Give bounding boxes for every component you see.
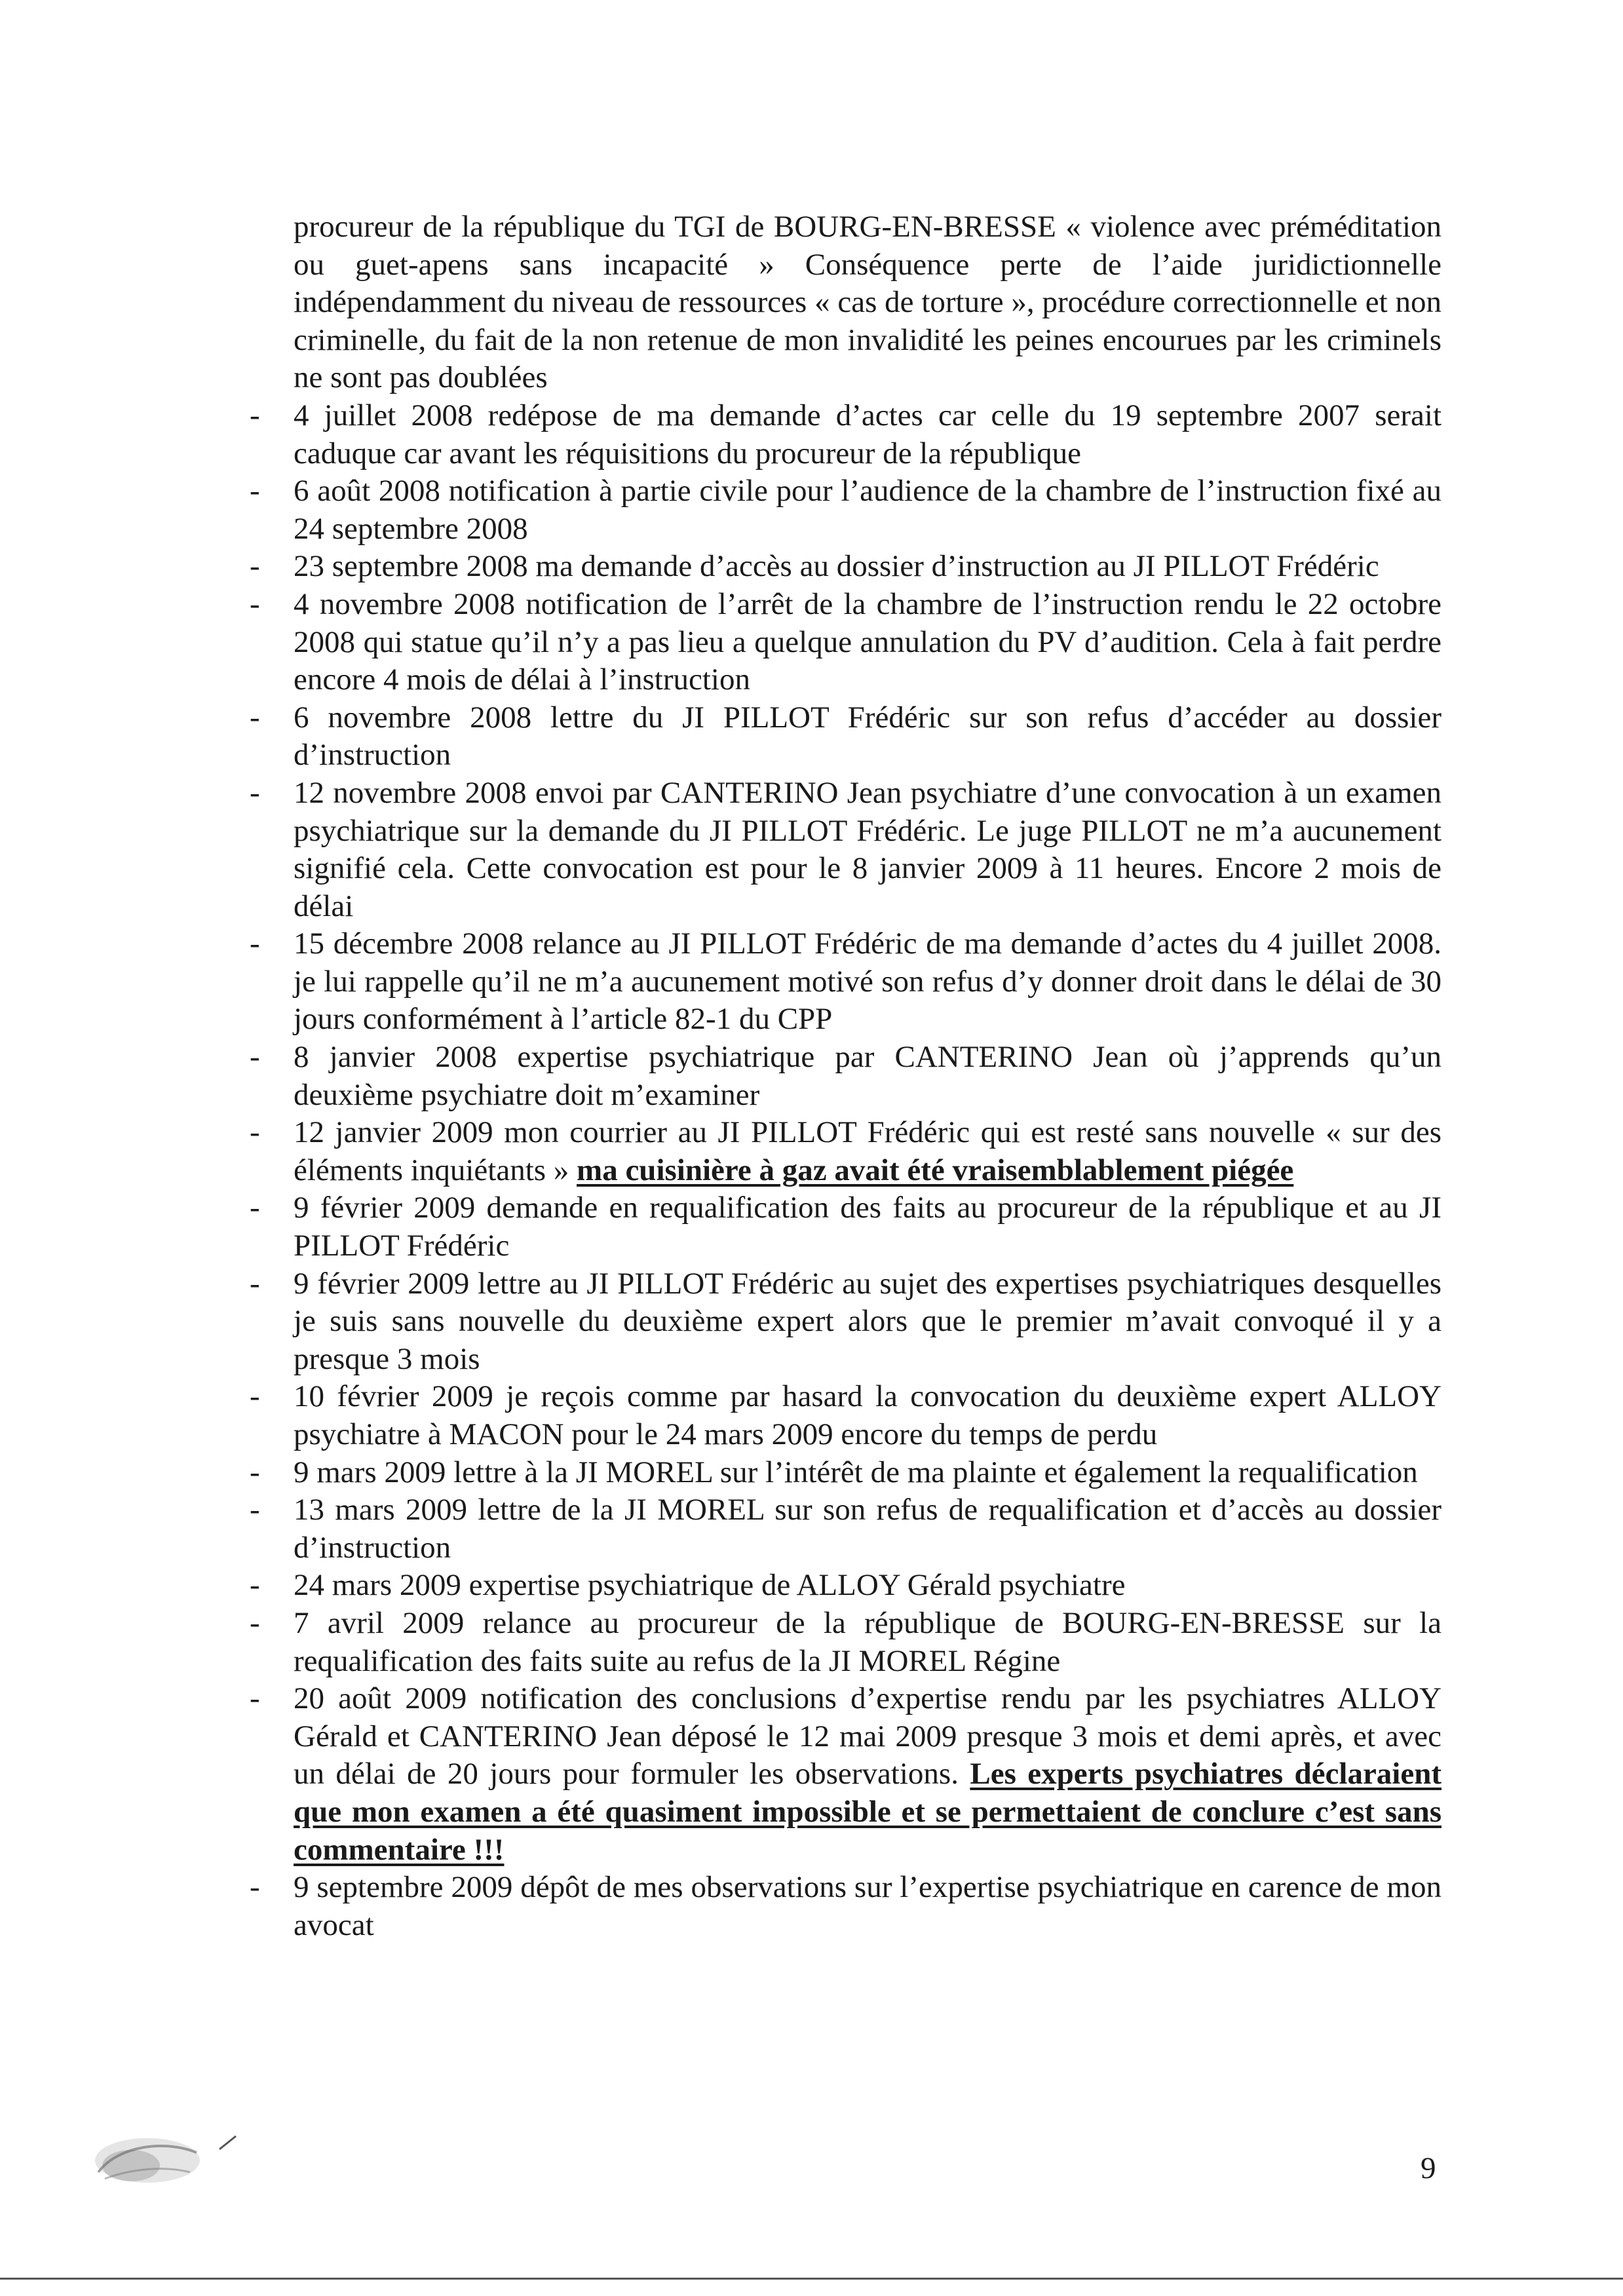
list-item — [250, 775, 1442, 925]
emphasis-text: Les experts psychiatres déclaraient que mon examen a été quasiment impossible et se permettaient de conclure c’est sans commentaire !!! — [294, 1757, 1442, 1867]
list-item — [250, 1869, 1442, 1944]
bullet-dash: - — [250, 1040, 260, 1075]
item-text: 15 décembre 2008 relance au JI PILLOT Frédéric de ma demande d’actes du 4 juillet 2008. je lui rappelle qu’il ne m’a aucunement motivé son refus d’y donner droit dans le délai de 30 jours conformément à l’article 82-1 du CPP — [294, 927, 1442, 1037]
bottom-edge-line — [0, 2278, 1623, 2280]
list-item — [250, 925, 1442, 1039]
bullet-dash: - — [250, 1266, 260, 1301]
item-text: 9 mars 2009 lettre à la JI MOREL sur l’intérêt de ma plainte et également la requalification — [294, 1455, 1418, 1489]
list-item — [250, 586, 1442, 699]
item-text: 4 juillet 2008 redépose de ma demande d’actes car celle du 19 septembre 2007 serait caduque car avant les réquisitions du procureur de la république — [294, 398, 1442, 470]
bullet-dash: - — [250, 586, 260, 621]
list-item — [250, 1265, 1442, 1379]
list-item — [250, 1114, 1442, 1189]
bullet-dash: - — [250, 775, 260, 810]
item-text: 12 novembre 2008 envoi par CANTERINO Jean psychiatre d’une convocation à un examen psychiatrique sur la demande du JI PILLOT Frédéric. Le juge PILLOT ne m’a aucunement signifié cela. Cette convocation est pour le 8 janvier 2009 à 11 heures. Encore 2 mois de délai — [294, 775, 1442, 923]
bullet-dash: - — [250, 549, 260, 584]
ink-smudge-mark — [85, 2113, 256, 2198]
item-text: 6 novembre 2008 lettre du JI PILLOT Frédéric sur son refus d’accéder au dossier d’instruction — [294, 700, 1442, 773]
item-text: 23 septembre 2008 ma demande d’accès au dossier d’instruction au JI PILLOT Frédéric — [294, 549, 1379, 584]
list-item — [250, 472, 1442, 548]
item-text: 4 novembre 2008 notification de l’arrêt de la chambre de l’instruction rendu le 22 octobre 2008 qui statue qu’il n’y a pas lieu a quelque annulation du PV d’audition. Cela à fait perdre encore 4 mois de délai à l’instruction — [294, 586, 1442, 697]
text-body — [250, 208, 1442, 1944]
bullet-dash: - — [250, 398, 260, 432]
bullet-dash: - — [250, 1605, 260, 1640]
list-item — [250, 1189, 1442, 1265]
item-text: 10 février 2009 je reçois comme par hasard la convocation du deuxième expert ALLOY psychiatre à MACON pour le 24 mars 2009 encore du temps de perdu — [294, 1379, 1442, 1451]
list-item — [250, 1491, 1442, 1567]
item-text: 20 août 2009 notification des conclusions d’expertise rendu par les psychiatres ALLOY Gérald et CANTERINO Jean déposé le 12 mai 2009 presque 3 mois et demi après, et avec un délai de 20 jours pour formuler les observations. — [294, 1681, 1442, 1791]
list-item — [250, 397, 1442, 472]
bullet-dash: - — [250, 1379, 260, 1414]
item-text: 8 janvier 2008 expertise psychiatrique par CANTERINO Jean où j’apprends qu’un deuxième psychiatre doit m’examiner — [294, 1040, 1442, 1112]
item-text: 9 février 2009 demande en requalification des faits au procureur de la république et au JI PILLOT Frédéric — [294, 1191, 1442, 1263]
bullet-dash: - — [250, 1870, 260, 1905]
item-text: 13 mars 2009 lettre de la JI MOREL sur son refus de requalification et d’accès au dossier d’instruction — [294, 1493, 1442, 1565]
item-text: 12 janvier 2009 mon courrier au JI PILLOT Frédéric qui est resté sans nouvelle « sur des éléments inquiétants » — [294, 1115, 1442, 1187]
bullet-dash: - — [250, 474, 260, 508]
page-number: 9 — [1421, 2151, 1436, 2185]
list-item — [250, 1039, 1442, 1114]
list-item — [250, 1454, 1442, 1492]
item-text: 6 août 2008 notification à partie civile pour l’audience de la chambre de l’instruction fixé au 24 septembre 2008 — [294, 474, 1442, 546]
bullet-dash: - — [250, 1681, 260, 1716]
bullet-dash: - — [250, 927, 260, 961]
bullet-dash: - — [250, 1191, 260, 1225]
list-item — [250, 1567, 1442, 1605]
bullet-dash: - — [250, 1455, 260, 1489]
item-text: 9 septembre 2009 dépôt de mes observations sur l’expertise psychiatrique en carence de mon avocat — [294, 1870, 1442, 1942]
bullet-dash: - — [250, 1115, 260, 1150]
item-text: 9 février 2009 lettre au JI PILLOT Frédéric au sujet des expertises psychiatriques desquelles je suis sans nouvelle du deuxième expert alors que le premier m’avait convoqué il y a presque 3 mois — [294, 1266, 1442, 1376]
list-item — [250, 699, 1442, 775]
list-item — [250, 548, 1442, 586]
item-text: 24 mars 2009 expertise psychiatrique de ALLOY Gérald psychiatre — [294, 1568, 1126, 1603]
emphasis-text: ma cuisinière à gaz avait été vraisemblablement piégée — [577, 1153, 1294, 1187]
bullet-dash: - — [250, 700, 260, 735]
bullet-dash: - — [250, 1493, 260, 1527]
item-text: 7 avril 2009 relance au procureur de la république de BOURG-EN-BRESSE sur la requalification des faits suite au refus de la JI MOREL Régine — [294, 1605, 1442, 1678]
bullet-dash: - — [250, 1568, 260, 1603]
intro-paragraph: procureur de la république du TGI de BOURG-EN-BRESSE « violence avec préméditation ou guet-apens sans incapacité » Conséquence perte de l’aide juridictionnelle indépendamment du niveau de ressources « cas de torture », procédure correctionnelle et non criminelle, du fait de la non retenue de mon invalidité les peines encourues par les criminels ne sont pas doublées — [294, 210, 1442, 395]
chronology-list — [250, 397, 1442, 1944]
list-item — [250, 1680, 1442, 1869]
list-item — [250, 1605, 1442, 1680]
list-item — [250, 1378, 1442, 1453]
